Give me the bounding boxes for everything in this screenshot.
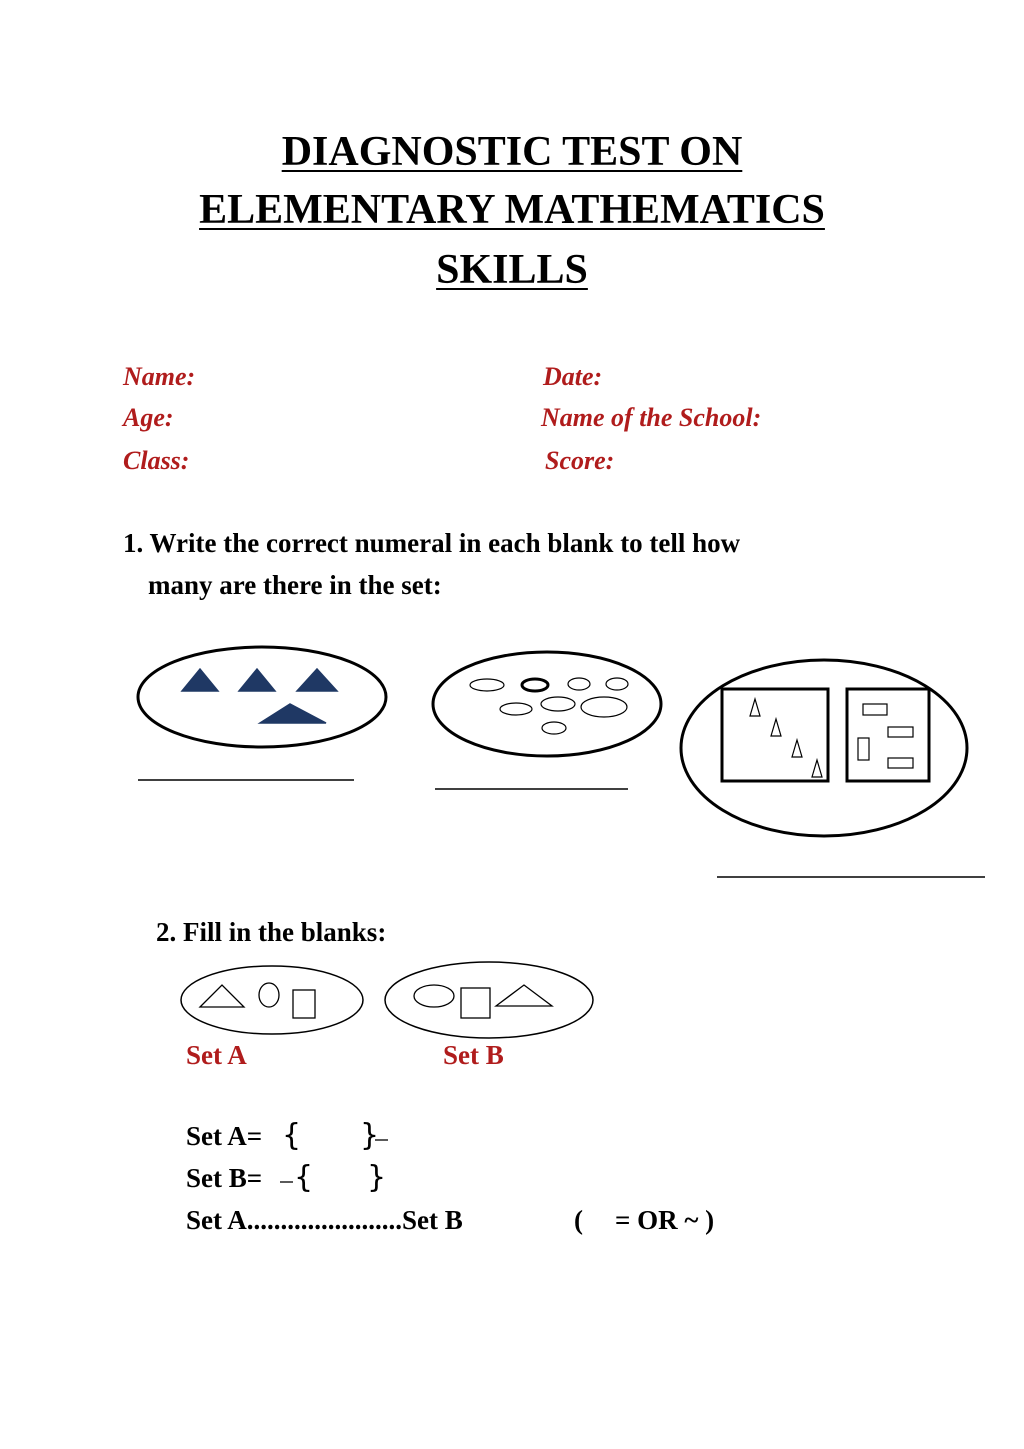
set-boxes-figure: [681, 660, 967, 836]
set-triangles-figure: [138, 647, 386, 747]
circle-icon: [259, 983, 279, 1007]
title-line-2: ELEMENTARY MATHEMATICS: [199, 187, 825, 233]
rectangle-icon: [858, 738, 869, 760]
set-ovals-figure: [433, 652, 661, 756]
close-brace-icon: }: [360, 1118, 380, 1153]
rectangle-icon: [863, 704, 887, 715]
question-1-text-line-1: 1. Write the correct numeral in each blank to tell how: [123, 528, 741, 558]
oval-icon: [542, 722, 566, 734]
title-line-3: SKILLS: [436, 247, 588, 293]
oval-icon: [522, 679, 548, 691]
triangle-icon: [496, 985, 552, 1006]
triangle-icon: [239, 669, 275, 691]
set-b-answer-blank[interactable]: [312, 1166, 364, 1196]
oval-icon: [500, 703, 532, 715]
oval-icon: [414, 985, 454, 1007]
question-1-text-line-2: many are there in the set:: [148, 570, 442, 600]
set-b-figure: [385, 962, 593, 1038]
set-a-label: Set A: [186, 1040, 247, 1070]
comparison-hint: = OR ~ ): [615, 1205, 715, 1235]
square-icon: [293, 990, 315, 1018]
set-comparison-line[interactable]: Set A.......................Set B: [186, 1205, 463, 1235]
age-field-label: Age:: [123, 403, 174, 432]
title-line-1: DIAGNOSTIC TEST ON: [281, 129, 743, 175]
set-b-equation: [186, 1163, 262, 1194]
set-a-figure: [181, 966, 363, 1034]
question-2-heading: 2. Fill in the blanks:: [156, 917, 387, 947]
comparison-hint-open: (: [574, 1205, 583, 1235]
oval-icon: [541, 697, 575, 711]
oval-icon: [606, 678, 628, 690]
oval-icon: [470, 679, 504, 691]
triangle-icon: [812, 760, 822, 777]
date-field-label: Date:: [543, 362, 603, 391]
set-a-answer-blank[interactable]: [300, 1124, 352, 1154]
school-field-label: Name of the School:: [541, 403, 762, 432]
close-brace-icon: }: [367, 1160, 387, 1195]
open-brace-icon: {: [282, 1118, 302, 1153]
rectangle-icon: [888, 727, 913, 737]
set-b-label: Set B: [443, 1040, 504, 1070]
triangle-icon: [771, 719, 781, 736]
triangle-icon: [750, 699, 760, 716]
triangle-icon: [792, 740, 802, 757]
oval-icon: [568, 678, 590, 690]
triangle-icon: [297, 669, 337, 691]
set-a-equation-label: Set A=: [186, 1121, 263, 1151]
score-field-label: Score:: [545, 446, 615, 475]
oval-icon: [581, 697, 627, 717]
triangle-icon: [182, 669, 218, 691]
class-field-label: Class:: [123, 446, 190, 475]
open-brace-icon: {: [294, 1160, 314, 1195]
set-a-equation: [186, 1121, 262, 1152]
triangle-icon: [200, 985, 244, 1007]
name-field-label: Name:: [123, 362, 196, 391]
rectangle-icon: [888, 758, 913, 768]
set-b-equation-label: Set B=: [186, 1163, 263, 1193]
square-icon: [461, 988, 490, 1018]
triangle-icon: [260, 704, 326, 723]
